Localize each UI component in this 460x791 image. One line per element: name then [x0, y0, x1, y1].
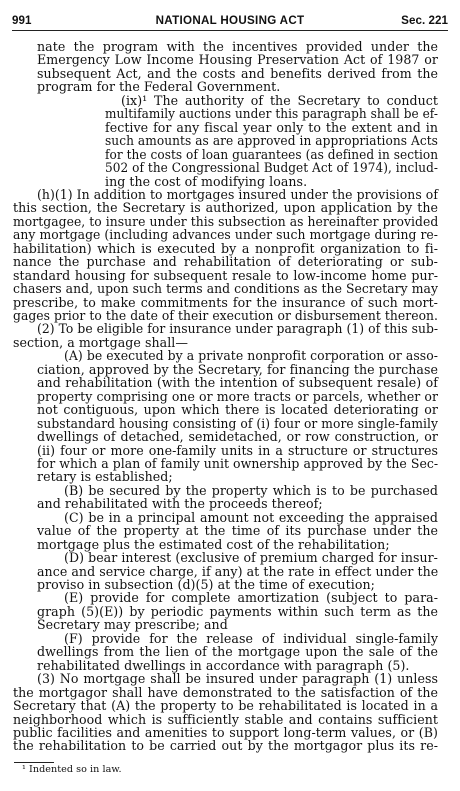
text-line: substandard housing consisting of (i) four or more single-family	[37, 415, 439, 431]
text-line: (h)(1) In addition to mortgages insured under the provisions of	[37, 186, 439, 202]
footnote-divider	[14, 762, 54, 763]
text-line: proviso in subsection (d)(5) at the time of execution;	[37, 577, 375, 592]
text-line: property comprising one or more tracts or parcels, whether or	[37, 388, 439, 404]
text-line: Secretary may prescribe; and	[37, 617, 228, 633]
text-line: program for the Federal Government.	[37, 79, 281, 95]
text-line: mortgage plus the estimated cost of the rehabilitation;	[37, 536, 390, 552]
running-title: NATIONAL HOUSING ACT	[155, 14, 305, 27]
text-line: prescribe, to make commitments for the insurance of such mort-	[13, 294, 438, 310]
text-line: section, a mortgage shall—	[13, 334, 188, 350]
footnote: ¹ Indented so in law.	[22, 764, 122, 775]
text-line: neighborhood which is sufficiently stable and contains sufficient	[13, 711, 438, 727]
text-line: (D) bear interest (exclusive of premium charged for insur-	[64, 550, 438, 566]
text-line: this section, the Secretary is authorized, upon application by the	[13, 200, 438, 216]
text-line: ing the cost of modifying loans.	[105, 173, 308, 189]
text-line: (2) To be eligible for insurance under paragraph (1) of this sub-	[37, 321, 439, 337]
text-line: Secretary that (A) the property to be rehabilitated is located in a	[13, 698, 438, 714]
text-line: (F) provide for the release of individual single-family	[64, 630, 438, 646]
page-number: 991	[12, 14, 32, 27]
text-line: the mortgagor shall have demonstrated to the satisfaction of the	[13, 684, 438, 700]
text-line: graph (5)(E)) by periodic payments within such term as the	[37, 603, 438, 619]
section-number: Sec. 221	[401, 14, 448, 27]
text-line: fective for any fiscal year only to the extent and in	[105, 119, 438, 135]
text-line: (ix)¹ The authority of the Secretary to conduct	[121, 92, 438, 108]
text-line: Emergency Low Income Housing Preservation Act of 1987 or	[37, 52, 438, 68]
text-line: for the costs of loan guarantees (as defined in section	[105, 146, 439, 162]
text-line: value of the property at the time of its purchase under the	[37, 523, 438, 539]
text-line: nate the program with the incentives provided under the	[37, 39, 438, 54]
text-line: the rehabilitation to be carried out by the mortgagor plus its re-	[13, 738, 438, 754]
text-line: and rehabilitated with the proceeds thereof;	[37, 496, 323, 512]
text-line: multifamily auctions under this paragraph shall be ef-	[105, 106, 439, 122]
text-line: and rehabilitation (with the intention of subsequent resale) of	[37, 375, 438, 391]
text-line: not contiguous, upon which there is located deteriorating or	[37, 402, 438, 418]
text-line: retary is established;	[37, 469, 173, 485]
text-line: mortgagee, to insure under this subsection as hereinafter provided	[13, 213, 439, 229]
running-header	[12, 14, 448, 31]
text-line: such amounts as are approved in appropriations Acts	[105, 133, 438, 149]
text-line: subsequent Act, and the costs and benefits derived from the	[37, 65, 438, 81]
text-line: 502 of the Congressional Budget Act of 1974), includ-	[105, 160, 439, 176]
text-line: for which a plan of family unit ownership approved by the Sec-	[37, 455, 439, 471]
text-line: dwellings of detached, semidetached, or row construction, or	[37, 429, 438, 445]
text-line: chasers and, upon such terms and conditions as the Secretary may	[13, 281, 439, 297]
text-line: (3) No mortgage shall be insured under paragraph (1) unless	[37, 671, 438, 687]
text-line: (A) be executed by a private nonprofit corporation or asso-	[64, 348, 438, 364]
text-line: habilitation) which is executed by a nonprofit organization to fi-	[13, 240, 438, 256]
text-line: (C) be in a principal amount not exceeding the appraised	[64, 509, 438, 525]
text-line: dwellings from the lien of the mortgage upon the sale of the	[37, 644, 438, 660]
text-line: (E) provide for complete amortization (subject to para-	[64, 590, 438, 606]
text-line: ciation, approved by the Secretary, for financing the purchase	[37, 361, 438, 377]
text-line: (ii) four or more one-family units in a structure or structures	[37, 442, 438, 458]
text-line: nance the purchase and rehabilitation of deteriorating or sub-	[13, 254, 438, 270]
text-line: any mortgage (including advances under such mortgage during re-	[13, 227, 438, 243]
text-line: public facilities and amenities to support long-term values, or (B)	[13, 724, 438, 740]
text-line: (B) be secured by the property which is to be purchased	[64, 482, 438, 498]
text-line: rehabilitated dwellings in accordance with paragraph (5).	[37, 657, 410, 673]
text-line: gages prior to the date of their execution or disbursement thereon.	[13, 308, 439, 323]
text-line: standard housing for subsequent resale to low-income home pur-	[13, 267, 438, 283]
text-line: ance and service charge, if any) at the rate in effect under the	[37, 563, 439, 579]
